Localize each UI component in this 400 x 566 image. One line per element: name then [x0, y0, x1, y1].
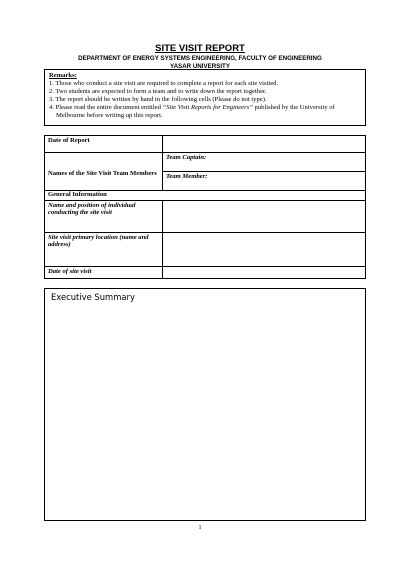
university-line: YASAR UNIVERSITY — [170, 63, 230, 70]
page-number: 1 — [198, 524, 202, 531]
remark-item-2: 2. Two students are expected to form a team and to write down the report together. — [49, 88, 267, 95]
remark-item-4-start: 4. Please read the entire document entitled — [49, 104, 163, 111]
department-line: DEPARTMENT OF ENERGY SYSTEMS ENGINEERING, FACULTY OF ENGINEERING — [78, 55, 322, 62]
location-label: Site visit primary location (name and address) — [45, 233, 163, 267]
remark-item-4 — [49, 104, 361, 120]
location-cell[interactable] — [163, 233, 366, 267]
remark-item-1: 1. Those who conduct a site visit are required to complete a report for each site visited. — [49, 80, 279, 87]
conductor-label: Name and position of individual conducting the site visit — [45, 201, 163, 233]
date-of-report-cell[interactable] — [163, 136, 366, 153]
date-of-report-label: Date of Report — [45, 136, 163, 153]
remark-item-3: 3. The report should be written by hand in the following cells (Please do not type). — [49, 96, 267, 103]
date-of-visit-label: Date of site visit — [45, 267, 163, 279]
remark-item-4-end: published by the University of Melbourne before writing up this report. — [56, 104, 335, 119]
executive-summary-title: Executive Summary — [51, 292, 135, 302]
date-of-visit-cell[interactable] — [163, 267, 366, 279]
remarks-heading: Remarks: — [49, 72, 77, 79]
remark-item-4-document-title: “Site Visit Reports for Engineers” — [162, 104, 253, 111]
conductor-cell[interactable] — [163, 201, 366, 233]
remarks-box — [44, 69, 366, 126]
executive-summary-box[interactable] — [44, 288, 366, 521]
team-captain-cell[interactable]: Team Captain: — [163, 153, 366, 172]
team-members-label: Names of the Site Visit Team Members — [45, 153, 163, 191]
general-information-heading: General Information — [45, 191, 366, 201]
site-visit-form — [44, 135, 366, 279]
team-member-cell[interactable]: Team Member: — [163, 172, 366, 191]
page-title: SITE VISIT REPORT — [155, 43, 245, 54]
